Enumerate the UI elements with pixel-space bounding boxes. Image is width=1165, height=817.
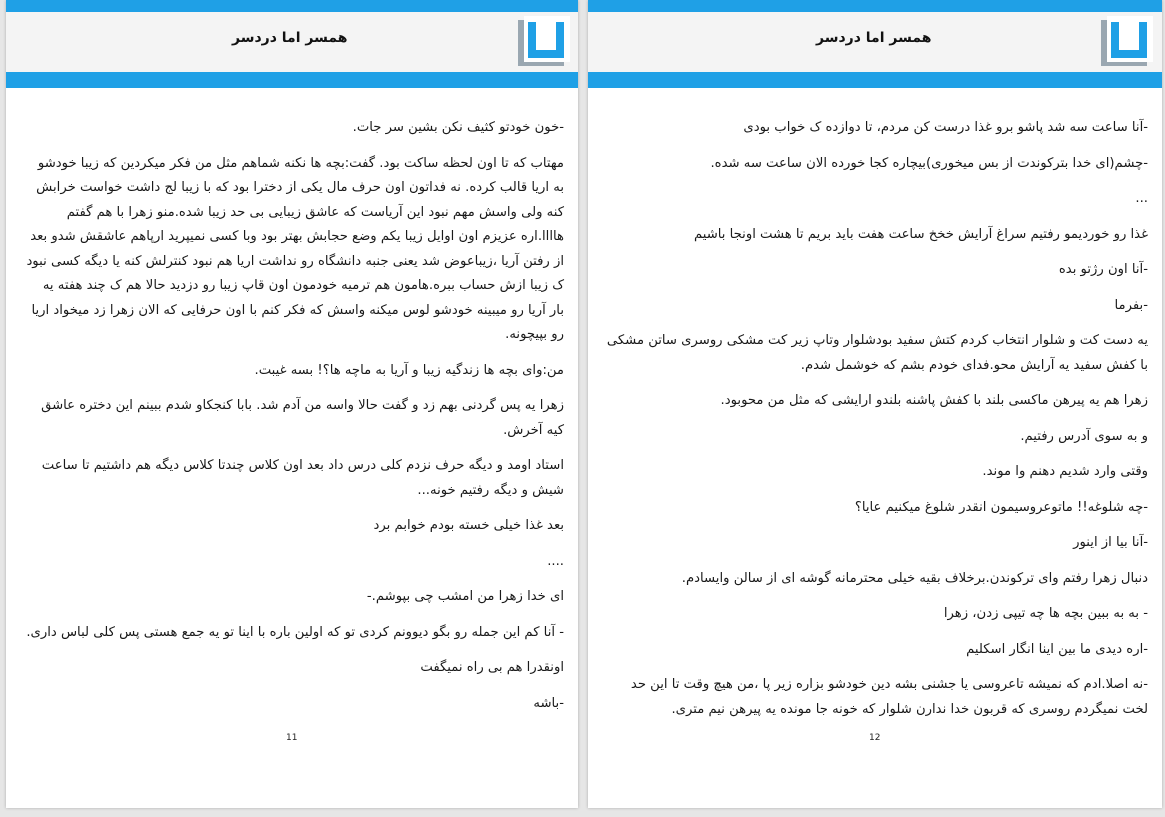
paragraph: زهرا یه پس گردنی بهم زد و گفت حالا واسه من آدم شد. بابا کنجکاو شدم ببینم این دختره عاشق کیه آخرش. — [41, 398, 564, 438]
paragraph: -نه اصلا.ادم که نمیشه تاعروسی یا جشنی بشه دین خودشو بزاره زیر پا ،من هیچ وقت تا این حد لخت نمیگردم روسری که قربون خدا ندارن شلوار که خونه جا مونده یه پیرهن نیم متری. — [630, 677, 1148, 717]
paragraph: دنبال زهرا رفتم وای ترکوندن.برخلاف بقیه خیلی محترمانه گوشه ای از سالن وایسادم. — [681, 570, 1148, 586]
header-accent-bar — [588, 0, 1162, 12]
paragraph: و به سوی آدرس رفتیم. — [1020, 428, 1148, 444]
paragraph: -آنا اون رژتو بده — [1058, 262, 1148, 277]
publisher-logo-icon — [518, 16, 570, 68]
paragraph: -اره دیدی ما بین اینا انگار اسکلیم — [966, 641, 1148, 657]
page-11 — [6, 0, 578, 808]
header-title: همسر اما دردسر — [816, 30, 932, 46]
paragraph: -باشه — [533, 695, 564, 711]
header-accent-bar — [6, 0, 578, 12]
paragraph: -بفرما — [1114, 297, 1148, 313]
publisher-logo-icon — [1101, 16, 1153, 68]
paragraph: بعد غذا خیلی خسته بودم خوابم برد — [373, 518, 564, 533]
paragraph: وقتی وارد شدیم دهنم وا موند. — [982, 464, 1148, 479]
paragraph: من:وای بچه ها زندگیه زیبا و آریا به ماچه ها؟! بسه غیبت. — [254, 362, 564, 378]
paragraph: -چشم(ای خدا بترکوندت از بس میخوری)بیچاره کجا خورده الان ساعت سه شده. — [710, 155, 1148, 171]
header-accent-bar-bottom — [588, 72, 1162, 88]
paragraph: استاد اومد و دیگه حرف نزدم کلی درس داد بعد اون کلاس چندتا کلاس دیگه هم داشتیم تا ساعت شیش و دیگه رفتیم خونه... — [41, 458, 564, 498]
paragraph: -خون خودتو کثیف نکن بشین سر جات. — [352, 120, 564, 135]
page-body — [604, 116, 1148, 733]
paragraph: زهرا هم یه پیرهن ماکسی بلند با کفش پاشنه بلندو ارایشی که مثل من محوبود. — [720, 393, 1148, 408]
paragraph: مهتاب که تا اون لحظه ساکت بود. گفت:بچه ها نکنه شماهم مثل من فکر میکردین که زیبا خودشو به اریا قالب کرده. نه فداتون اون حرف مال یکی از دخترا بود که با زیبا لج داشت خواست خرابش کنه ولی واسش مهم نبود این آریاست که عاشق زیبایی بی حد زیبا شده.منو زهرا با هم گفتم هاااا.اره عزیزم اون اوایل زیبا یکم وضع حجابش بهتر بود وبا کسی نمیپرید ارپاهم عاشقش شدو بعد از رفتن آریا ،زیباعوض شد یعنی جنبه دانشگاه رو نداشت اریا هم نبود کنترلش کنه یا دیگه کسی نبود ک زیبا ازش حساب ببره.هامون هم ترمیه خودمون اون قاپ زیبا رو دزدید حالا هم ک چند هفته یه بار آریا رو میبینه خودشو لوس میکنه واسش که فکر کنم با اون حرفایی که الان زهرا زد میخواد اریا رو بپیچونه. — [26, 155, 564, 342]
paragraph: اونقدرا هم بی راه نمیگفت — [420, 660, 564, 675]
paragraph: .... — [547, 553, 564, 569]
paragraph: غذا رو خوردیمو رفتیم سراغ آرایش خخخ ساعت هفت باید بریم تا هشت اونجا باشیم — [693, 226, 1148, 242]
paragraph: - آنا کم این جمله رو بگو دیوونم کردی تو که اولین باره با اینا تو یه جمع هستی پس کلی لباس داری. — [26, 624, 564, 640]
paragraph: -آنا بیا از اینور — [1073, 535, 1148, 550]
paragraph: ای خدا زهرا من امشب چی بپوشم.- — [366, 589, 564, 604]
page-header — [6, 12, 578, 72]
page-number: 12 — [869, 733, 881, 743]
header-accent-bar-bottom — [6, 72, 578, 88]
paragraph: -چه شلوغه!! ماتوعروسیمون انقدر شلوغ میکنیم عایا؟ — [854, 499, 1148, 515]
page-body — [26, 116, 564, 727]
page-header — [588, 12, 1162, 72]
page-number: 11 — [286, 733, 298, 743]
paragraph: ... — [1135, 191, 1148, 206]
header-title: همسر اما دردسر — [232, 30, 348, 46]
page-12 — [588, 0, 1162, 808]
paragraph: -آنا ساعت سه شد پاشو برو غذا درست کن مردم، تا دوازده ک خواب بودی — [743, 120, 1148, 135]
paragraph: یه دست کت و شلوار انتخاب کردم کتش سفید بودشلوار وتاپ زیر کت مشکی روسری ساتن مشکی با کفش سفید یه آرایش محو.فدای خودم بشم که خوشمل شدم. — [606, 333, 1148, 373]
paragraph: - به به ببین بچه ها چه تیپی زدن، زهرا — [943, 606, 1148, 621]
